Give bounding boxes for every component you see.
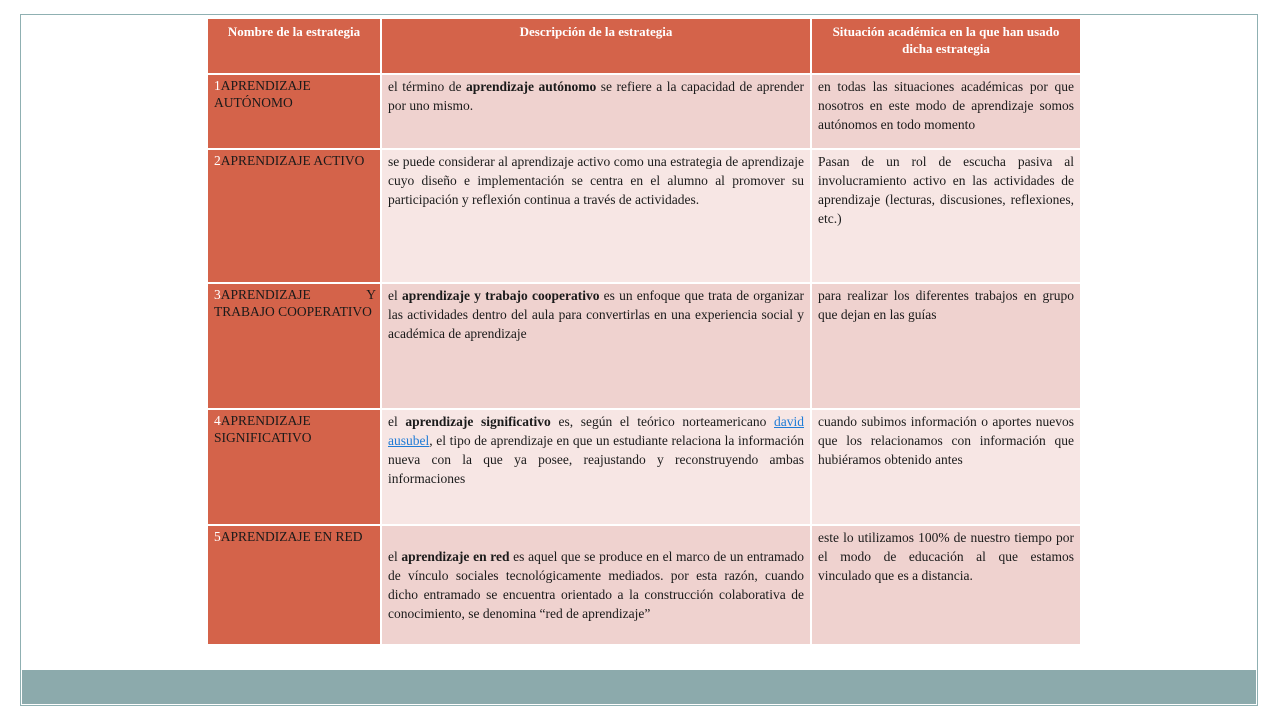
strategy-description-cell (381, 74, 811, 149)
academic-situation-cell: para realizar los diferentes trabajos en grupo que dejan en las guías (811, 283, 1081, 409)
strategy-name: APRENDIZAJE SIGNIFICATIVO (214, 413, 312, 445)
description-text: es aquel que se produce en el marco de un entramado de vínculo sociales tecnológicamente mediados. por esta razón, cuando dicho entramado se encuentra orientado a la construcción colaborativa de conocimiento, se denomina “red de aprendizaje” (388, 549, 804, 621)
strategy-name-cell (207, 283, 381, 409)
strategy-number: 2 (214, 153, 221, 168)
description-text: se puede considerar al aprendizaje activo como una estrategia de aprendizaje cuyo diseño e implementación se centra en el alumno al promover su participación y reflexión continua a través de actividades. (388, 154, 804, 207)
description-text: el (388, 288, 402, 303)
table-row (207, 409, 1081, 525)
academic-situation-cell: Pasan de un rol de escucha pasiva al involucramiento activo en las actividades de aprendizaje (lecturas, discusiones, reflexiones, etc.) (811, 149, 1081, 283)
description-keyword: aprendizaje autónomo (466, 79, 597, 94)
strategy-name: APRENDIZAJE ACTIVO (220, 153, 365, 168)
strategy-description-cell (381, 283, 811, 409)
description-text: el (388, 549, 402, 564)
david-ausubel-link[interactable]: david ausubel (388, 414, 805, 448)
strategy-description-cell (381, 149, 811, 283)
description-text: el (388, 414, 406, 429)
description-text: , el tipo de aprendizaje en que un estudiante relaciona la información nueva con la que ya posee, reajustando y reconstruyendo ambas informaciones (388, 433, 804, 486)
strategy-name: APRENDIZAJE Y TRABAJO COOPERATIVO (214, 287, 376, 319)
description-text: es, según el teórico norteamericano (550, 414, 775, 429)
strategies-table (206, 17, 1082, 646)
description-keyword: aprendizaje en red (401, 549, 510, 564)
description-text: se refiere a la capacidad de aprender por uno mismo. (388, 79, 804, 113)
table-row (207, 283, 1081, 409)
strategy-description-cell (381, 525, 811, 645)
description-keyword: aprendizaje y trabajo cooperativo (401, 288, 600, 303)
description-spacer (388, 528, 804, 547)
footer-bar (22, 670, 1256, 704)
description-text: el término de (388, 79, 467, 94)
table-row (207, 525, 1081, 645)
strategy-number: 4 (214, 413, 221, 428)
strategy-description-cell (381, 409, 811, 525)
strategy-name-cell (207, 74, 381, 149)
strategy-number: 3 (214, 287, 221, 302)
strategy-name-cell (207, 149, 381, 283)
strategy-name-cell (207, 525, 381, 645)
strategy-name: APRENDIZAJE AUTÓNOMO (214, 78, 311, 110)
header-academic-situation: Situación académica en la que han usado dicha estrategia (811, 18, 1081, 74)
header-strategy-description: Descripción de la estrategia (381, 18, 811, 74)
table-row (207, 149, 1081, 283)
description-keyword: aprendizaje significativo (405, 414, 551, 429)
strategy-number: 1 (214, 78, 221, 93)
academic-situation-cell: este lo utilizamos 100% de nuestro tiempo por el modo de educación al que estamos vinculado que es a distancia. (811, 525, 1081, 645)
description-text: es un enfoque que trata de organizar las actividades dentro del aula para convertirlas en una experiencia social y académica de aprendizaje (388, 288, 804, 341)
table-row (207, 74, 1081, 149)
strategy-number: 5 (214, 529, 221, 544)
academic-situation-cell: cuando subimos información o aportes nuevos que los relacionamos con información que hubiéramos obtenido antes (811, 409, 1081, 525)
academic-situation-cell: en todas las situaciones académicas por que nosotros en este modo de aprendizaje somos autónomos en todo momento (811, 74, 1081, 149)
table-header-row (207, 18, 1081, 74)
header-strategy-name: Nombre de la estrategia (207, 18, 381, 74)
strategy-name: APRENDIZAJE EN RED (220, 529, 363, 544)
strategy-name-cell (207, 409, 381, 525)
